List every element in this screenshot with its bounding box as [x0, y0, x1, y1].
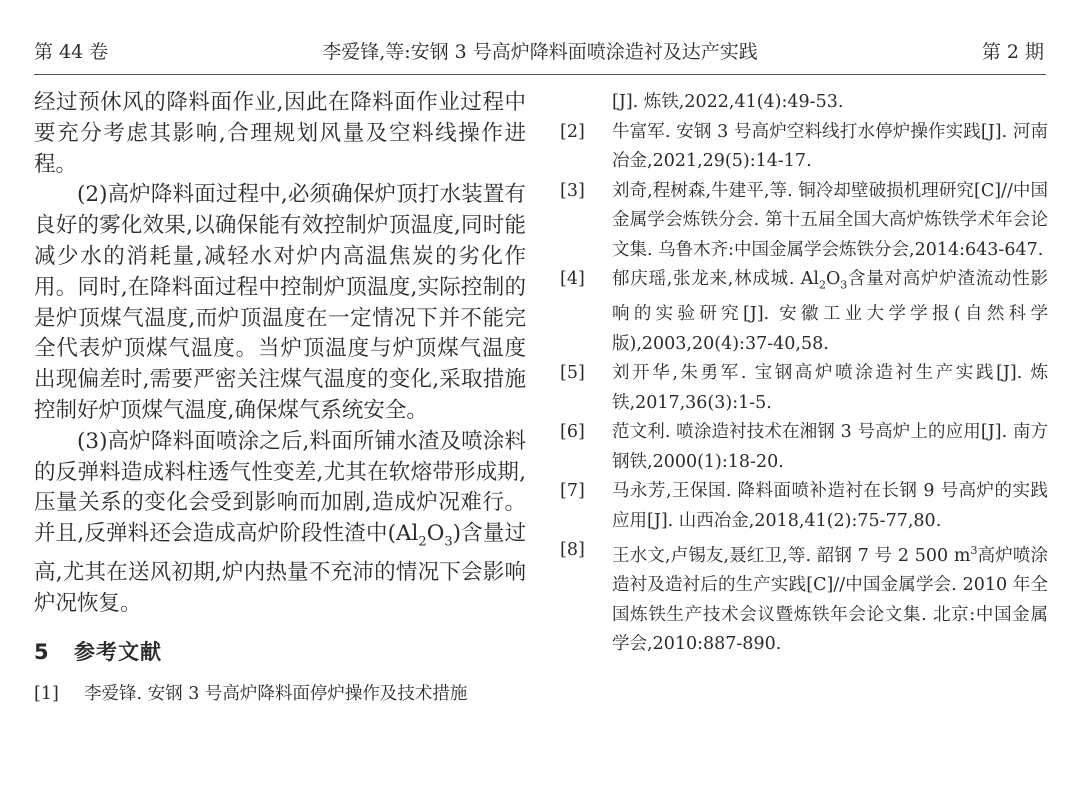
reference-number: [8]: [560, 540, 585, 560]
reference-number: [6]: [560, 422, 585, 442]
ref8-text-after: 高炉喷涂造衬及造衬后的生产实践[C]//中国金属学会. 2010 年全国炼铁生产技术会议暨炼铁年会论文集. 北京:中国金属学会,2010:887-890.: [612, 545, 1048, 655]
section-number: 5: [34, 639, 50, 664]
para3-text-after: )含量过高,尤其在送风初期,炉内热量不充沛的情况下会影响炉况恢复。: [34, 521, 526, 617]
reference-item-1: [34, 680, 526, 710]
header-running-title: 李爱锋,等:安钢 3 号高炉降料面喷涂造衬及达产实践: [322, 40, 758, 63]
reference-number: [5]: [560, 363, 585, 383]
header-volume: 第 44 卷: [34, 40, 109, 63]
right-column: [560, 88, 1048, 660]
reference-number: [3]: [560, 180, 585, 201]
reference-text: [J]. 炼铁,2022,41(4):49-53.: [612, 92, 844, 112]
reference-text: [612, 536, 1048, 660]
reference-item-3: [560, 177, 1048, 266]
section-heading-references: [34, 638, 526, 666]
ref4-text-after: 含量对高炉炉渣流动性影响的实验研究[J]. 安徽工业大学学报(自然科学版),2003,20(4):37-40,58.: [612, 269, 1048, 354]
para3-text-o: O: [426, 521, 445, 547]
reference-number: [2]: [560, 121, 585, 142]
body-paragraph-1: 经过预休风的降料面作业,因此在降料面作业过程中要充分考虑其影响,合理规划风量及空料线操作进程。: [34, 90, 526, 177]
reference-text: 牛富军. 安钢 3 号高炉空料线打水停炉操作实践[J]. 河南冶金,2021,29(5):14-17.: [612, 121, 1048, 171]
ref4-text-o: O: [825, 269, 841, 289]
body-paragraph-2: (2)高炉降料面过程中,必须确保炉顶打水装置有良好的雾化效果,以确保能有效控制炉顶温度,同时能减少水的消耗量,减轻水对炉内高温焦炭的劣化作用。同时,在降料面过程中控制炉顶温度,实际控制的是炉顶煤气温度,而炉顶温度在一定情况下并不能完全代表炉顶煤气温度。当炉顶温度与炉顶煤气温度出现偏差时,需要严密关注煤气温度的变化,采取措施控制好炉顶煤气温度,确保煤气系统安全。: [34, 182, 526, 423]
ref4-subscript-3: 3: [840, 278, 848, 292]
header-issue: 第 2 期: [981, 40, 1044, 63]
reference-text: 刘开华,朱勇军. 宝钢高炉喷涂造衬生产实践[J]. 炼铁,2017,36(3):1-5.: [612, 363, 1048, 413]
reference-number: [7]: [560, 481, 585, 501]
reference-item-8: [560, 536, 1048, 660]
reference-number: [1]: [34, 683, 59, 704]
body-paragraph-3: [34, 427, 526, 620]
reference-text: 李爱锋. 安钢 3 号高炉降料面停炉操作及技术措施: [84, 683, 468, 704]
section-title: 参考文献: [74, 639, 162, 664]
ref8-superscript-3: 3: [970, 544, 978, 557]
ref4-subscript-2: 2: [818, 278, 826, 292]
ref8-text-before: 王水文,卢锡友,聂红卫,等. 韶钢 7 号 2 500 m: [612, 545, 971, 566]
reference-number: [4]: [560, 269, 585, 289]
reference-item-7: [560, 477, 1048, 536]
reference-item-6: [560, 418, 1048, 477]
left-column: [34, 88, 526, 709]
reference-item-5: [560, 359, 1048, 418]
reference-item-4: [560, 265, 1048, 359]
reference-text: 马永芳,王保国. 降料面喷补造衬在长钢 9 号高炉的实践应用[J]. 山西冶金,2018,41(2):75-77,80.: [612, 481, 1048, 531]
reference-item-2: [560, 118, 1048, 177]
ref4-text-before: 郁庆瑶,张龙来,林成城. Al: [612, 269, 819, 289]
reference-text: 范文利. 喷涂造衬技术在湘钢 3 号高炉上的应用[J]. 南方钢铁,2000(1):18-20.: [612, 422, 1048, 472]
reference-text: [612, 265, 1048, 359]
header-rule: [34, 74, 1046, 75]
reference-item-1-continued: [560, 88, 1048, 118]
para3-subscript-3: 3: [444, 534, 453, 550]
para3-subscript-2: 2: [418, 534, 427, 550]
reference-text: 刘奇,程树森,牛建平,等. 铜冷却壁破损机理研究[C]//中国金属学会炼铁分会. 第十五届全国大高炉炼铁学术年会论文集. 乌鲁木齐:中国金属学会炼铁分会,2014:643-647.: [612, 180, 1048, 260]
para3-text-before: (3)高炉降料面喷涂之后,料面所铺水渣及喷涂料的反弹料造成料柱透气性变差,尤其在软熔带形成期,压量关系的变化会受到影响而加剧,造成炉况难行。并且,反弹料还会造成高炉阶段性渣中(Al: [34, 428, 526, 547]
